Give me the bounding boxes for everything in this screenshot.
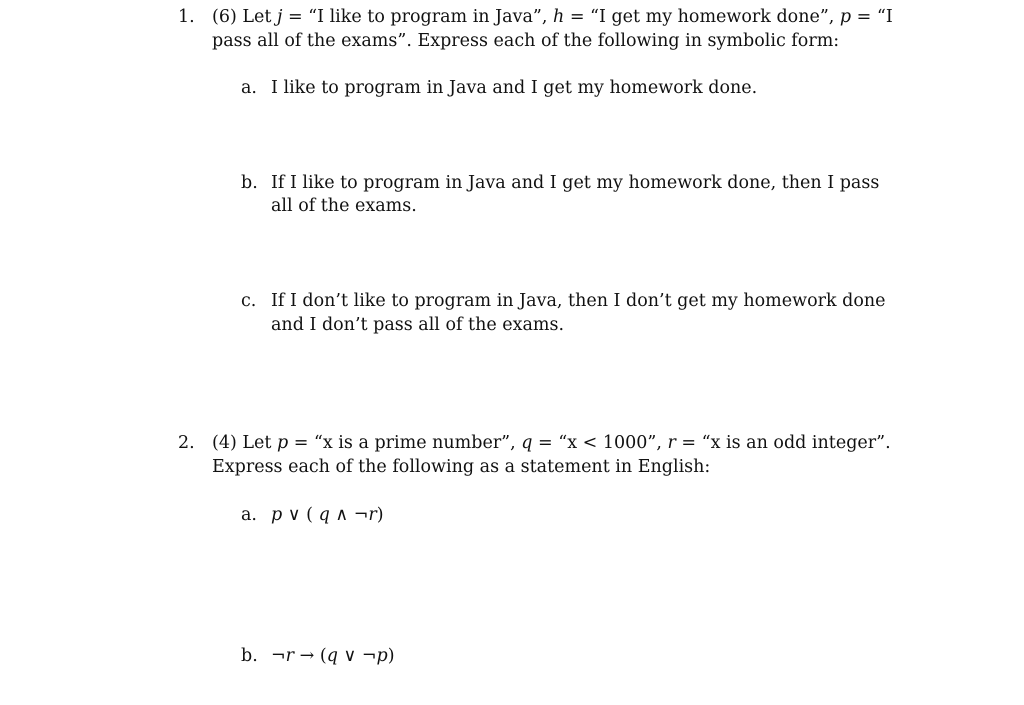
- question-2b-expression: ¬r → (q ∨ ¬p): [271, 646, 395, 666]
- question-2-number: 2.: [178, 433, 195, 453]
- question-1a-letter: a.: [241, 78, 257, 98]
- question-1b-letter: b.: [241, 173, 258, 193]
- question-1-intro-line-1: (6) Let j = “I like to program in Java”, h = “I get my homework done”, p = “I: [212, 7, 893, 27]
- question-1b-text-line-1: If I like to program in Java and I get my homework done, then I pass: [271, 173, 880, 193]
- question-2a-expression: p ∨ ( q ∧ ¬r): [271, 505, 384, 525]
- question-1c-text-line-1: If I don’t like to program in Java, then I don’t get my homework done: [271, 291, 886, 311]
- question-2b-letter: b.: [241, 646, 258, 666]
- question-2a-letter: a.: [241, 505, 257, 525]
- question-1-number: 1.: [178, 7, 195, 27]
- question-2-intro-line-2: Express each of the following as a statement in English:: [212, 457, 711, 477]
- question-1a-text: I like to program in Java and I get my homework done.: [271, 78, 758, 98]
- question-1c-text-line-2: and I don’t pass all of the exams.: [271, 315, 565, 335]
- question-1b-text-line-2: all of the exams.: [271, 196, 417, 216]
- question-2-intro-line-1: (4) Let p = “x is a prime number”, q = “x < 1000”, r = “x is an odd integer”.: [212, 433, 891, 453]
- question-1c-letter: c.: [241, 291, 257, 311]
- question-1-intro-line-2: pass all of the exams”. Express each of the following in symbolic form:: [212, 31, 840, 51]
